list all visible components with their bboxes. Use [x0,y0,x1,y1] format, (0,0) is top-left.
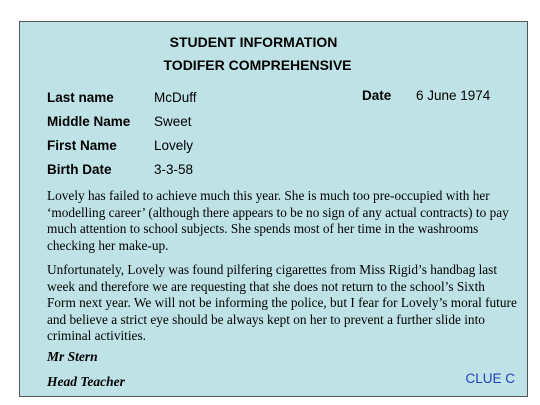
middle-name-value: Sweet [154,114,192,129]
comment-paragraph-2: Unfortunately, Lovely was found pilfering cigarettes from Miss Rigid’s handbag last week and therefore we are requesting that she does not return to the school’s Sixth Form next year. We will not be informing the police, but I fear for Lovely’s moral future and believe a strict eye should be always kept on her to prevent a further slide into criminal activities. [47,262,517,343]
signature-role: Head Teacher [47,374,125,389]
comment-paragraph-1: Lovely has failed to achieve much this year. She is much too pre-occupied with her ‘modelling career’ (although there appears to be no sign of any actual contracts) to pay much attention to school subjects. She spends most of her time in the washrooms checking her make-up. [47,188,509,253]
document-title: STUDENT INFORMATION [169,34,338,50]
clue-label: CLUE C [465,371,515,386]
birth-date-label: Birth Date [47,162,112,177]
date-value: 6 June 1974 [416,88,491,103]
first-name-label: First Name [47,138,117,153]
last-name-label: Last name [47,90,114,105]
first-name-value: Lovely [154,138,194,153]
last-name-value: McDuff [154,90,197,105]
signature-name: Mr Stern [47,349,98,364]
middle-name-label: Middle Name [47,114,131,129]
student-information-card [19,21,528,397]
school-name: TODIFER COMPREHENSIVE [163,57,352,73]
date-label: Date [362,88,392,103]
birth-date-value: 3-3-58 [154,162,194,177]
